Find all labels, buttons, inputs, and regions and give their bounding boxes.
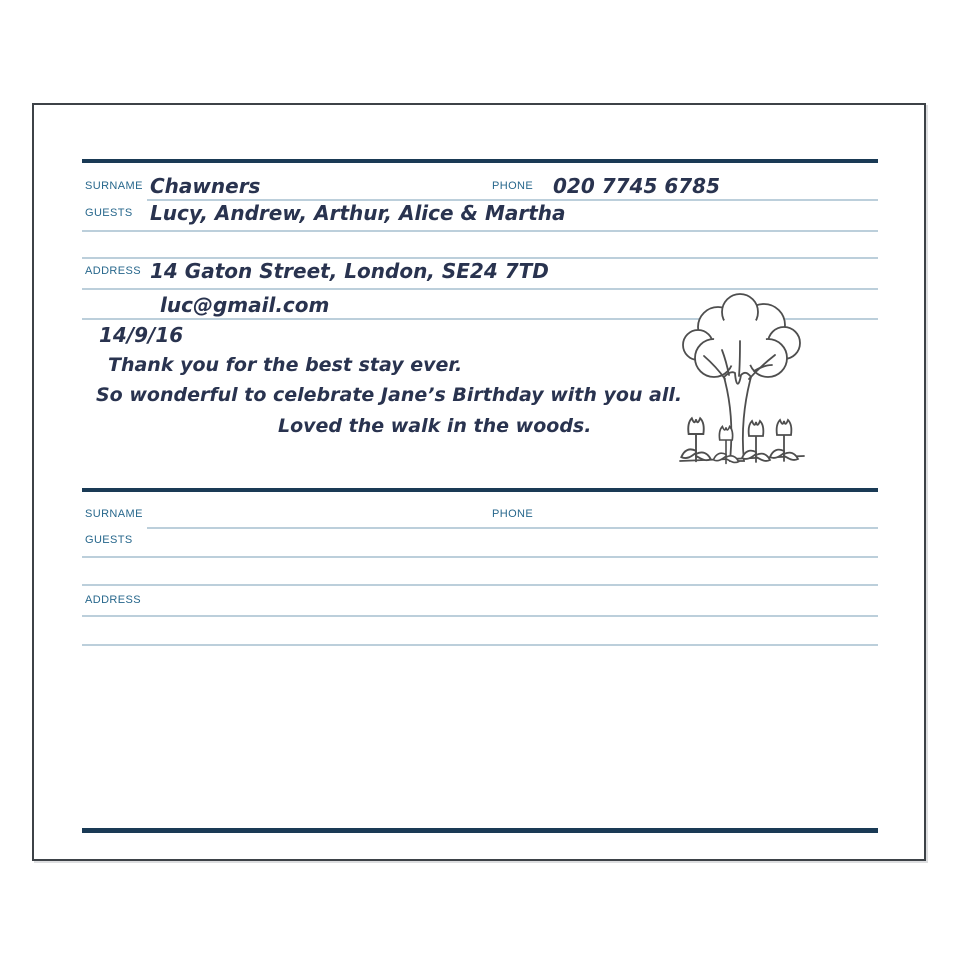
ruled-line [82, 644, 878, 646]
message-line-2: So wonderful to celebrate Jane’s Birthday with you all. [96, 384, 683, 406]
guest-book-page [32, 103, 926, 861]
guests-value: Lucy, Andrew, Arthur, Alice & Martha [150, 201, 566, 225]
phone-value: 020 7745 6785 [553, 174, 721, 198]
guests-label: GUESTS [85, 207, 133, 219]
ruled-line [82, 556, 878, 558]
section-divider-thick [82, 828, 878, 833]
surname-label: SURNAME [85, 180, 143, 192]
address-label: ADDRESS [85, 594, 141, 606]
guests-label: GUESTS [85, 534, 133, 546]
ruled-line [82, 230, 878, 232]
ruled-line [82, 288, 878, 290]
ruled-line [82, 584, 878, 586]
ruled-line [82, 615, 878, 617]
message-line-3: Loved the walk in the woods. [278, 415, 592, 437]
ruled-line [147, 527, 878, 529]
phone-label: PHONE [492, 508, 534, 520]
surname-label: SURNAME [85, 508, 143, 520]
address-label: ADDRESS [85, 265, 141, 277]
surname-value: Chawners [150, 174, 261, 198]
address-value: 14 Gaton Street, London, SE24 7TD [150, 259, 549, 283]
section-divider-thick [82, 488, 878, 492]
section-divider-thick [82, 159, 878, 163]
message-line-1: Thank you for the best stay ever. [108, 354, 463, 376]
phone-label: PHONE [492, 180, 534, 192]
tree-tulips-illustration [678, 293, 808, 468]
entry-date: 14/9/16 [99, 323, 184, 347]
address-email-value: luc@gmail.com [160, 293, 330, 317]
